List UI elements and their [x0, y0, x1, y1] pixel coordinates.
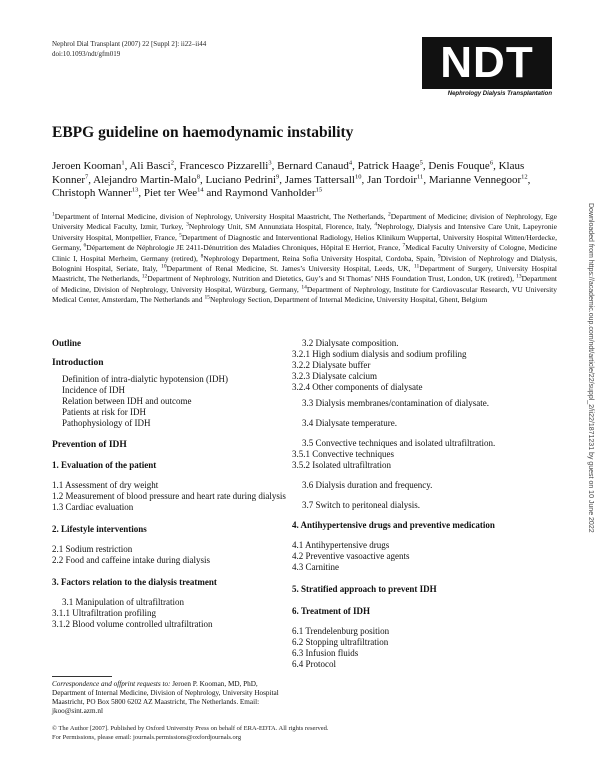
affiliations: $^1$Department of Internal Medicine, division of Nephrology, University Hospital Maastricht, The Netherlands, $^2$Department of Medicine; division of Nephrology, Ege University Medical Faculty, Izmir, Turkey, $^3$Nephrology Unit, SM Annunziata Hospital, Florence, Italy, $^4$Nephrology, Dialysis and Intensive Care Unit, Lapeyronie University Hospital, Montpellier, France, $^5$Department of Diagnostic and Interventional Radiology, Helios Klinikum Wuppertal, University Hospital Witten/Herdecke, Germany, $^6$Département de Néphrologie JE 2411-Dénutrition des Maladies Chroniques, Hôpital E Herriot, France, $^7$Medical Faculty University of Cologne, Medicine Clinic I, Hospital Merheim, Germany (retired), $^8$Nephrology Department, Reina Sofia University Hospital, Cordoba, Spain, $^9$Division of Nephrology and Dialysis, Bolognini Hospital, Seriate, Italy, $^{10}$Department of Renal Medicine, St. James’s University Hospital, Leeds, UK, $^{11}$Department of Surgery, University Hospital Maastricht, The Netherlands, $^{12}$Department of Nephrology, Nutrition and Dietetics, Guy’s and St Thomas’ NHS Foundation Trust, London, UK (retired), $^{13}$Department of Medicine, Division of Nephrology, University Hospital, Würzburg, Germany, $^{14}$Department of Nephrology, Institute for Cardiovascular Research, VU University Medical Center, Amsterdam, The Netherlands and $^{15}$Nephrology Section, Department of Internal Medicine, University Hospital, Ghent, Belgium	[52, 211, 558, 305]
footnote-text: Jeroen P. Kooman, MD, PhD, Department of Internal Medicine, Division of Nephrology, University Hospital Maastricht, PO Box 5800 6202 AZ Maastricht, The Netherlands. Email: jkoo@sint.azm.nl	[52, 680, 279, 715]
journal-citation: Nephrol Dial Transplant (2007) 22 [Suppl 2]: ii22–ii44	[52, 40, 207, 48]
outline-item: 3.2.1 High sodium dialysis and sodium profiling	[292, 349, 467, 359]
outline-item: 1.1 Assessment of dry weight	[52, 480, 159, 490]
correspondence-footnote	[52, 680, 282, 716]
outline-heading: Outline	[52, 338, 82, 348]
outline-column-left	[52, 338, 292, 630]
doi-text: doi:10.1093/ndt/gfm019	[52, 49, 121, 58]
outline-item: 4.3 Carnitine	[292, 562, 339, 572]
outline-item: 3.1 Manipulation of ultrafiltration	[62, 597, 184, 607]
download-watermark	[584, 203, 594, 573]
journal-header	[52, 40, 206, 59]
section-2-heading: 2. Lifestyle interventions	[52, 524, 147, 534]
footnote-label: Correspondence and offprint requests to:	[52, 680, 171, 688]
outline-item: 3.2.4 Other components of dialysate	[292, 382, 423, 392]
outline-item: 3.5.2 Isolated ultrafiltration	[292, 460, 391, 470]
permissions-line: For Permissions, please email: journals.permissions@oxfordjournals.org	[52, 733, 242, 741]
intro-item: Incidence of IDH	[62, 385, 125, 395]
intro-item: Definition of intra-dialytic hypotension (IDH)	[62, 374, 228, 384]
outline-item: 1.3 Cardiac evaluation	[52, 502, 134, 512]
intro-item: Pathophysiology of IDH	[62, 418, 151, 428]
outline-item: 3.2.3 Dialysate calcium	[292, 371, 377, 381]
copyright-line: © The Author [2007]. Published by Oxford University Press on behalf of ERA-EDTA. All rights reserved.	[52, 725, 329, 732]
prevention-heading: Prevention of IDH	[52, 440, 127, 450]
outline-item: 3.3 Dialysis membranes/contamination of dialysate.	[302, 398, 489, 408]
copyright-block	[52, 725, 329, 742]
section-1-heading: 1. Evaluation of the patient	[52, 460, 157, 470]
outline-item: 6.4 Protocol	[292, 659, 336, 669]
outline-item: 3.2.2 Dialysate buffer	[292, 360, 371, 370]
outline-column-right	[292, 338, 562, 670]
outline-item: 3.5.1 Convective techniques	[292, 449, 394, 459]
section-5-heading: 5. Stratified approach to prevent IDH	[292, 584, 437, 594]
section-3-heading: 3. Factors relation to the dialysis treatment	[52, 577, 217, 587]
outline-item: 4.1 Antihypertensive drugs	[292, 540, 390, 550]
outline-item: 3.2 Dialysate composition.	[302, 338, 399, 348]
outline-item: 6.2 Stopping ultrafiltration	[292, 637, 389, 647]
outline-item: 3.4 Dialysate temperature.	[302, 418, 397, 428]
ndt-logo	[422, 37, 552, 101]
download-watermark-text: Downloaded from https://academic.oup.com/ndt/article/22/suppl_2/ii22/1871231 by guest on 10 June 2022	[587, 203, 594, 533]
outline-item: 3.1.1 Ultrafiltration profiling	[52, 608, 156, 618]
outline-item: 3.6 Dialysis duration and frequency.	[302, 480, 433, 490]
outline-item: 2.2 Food and caffeine intake during dialysis	[52, 555, 211, 565]
outline-item: 4.2 Preventive vasoactive agents	[292, 551, 410, 561]
outline-item: 6.3 Infusion fluids	[292, 648, 359, 658]
section-4-heading: 4. Antihypertensive drugs and preventive medication	[292, 520, 495, 530]
section-6-heading: 6. Treatment of IDH	[292, 606, 370, 616]
outline-item: 6.1 Trendelenburg position	[292, 626, 390, 636]
logo-subtitle: Nephrology Dialysis Transplantation	[447, 91, 552, 97]
intro-item: Relation between IDH and outcome	[62, 396, 192, 406]
logo-mark: NDT	[422, 37, 552, 89]
intro-item: Patients at risk for IDH	[62, 407, 146, 417]
outline-item: 1.2 Measurement of blood pressure and heart rate during dialysis	[52, 491, 286, 501]
footnote-rule	[52, 676, 112, 677]
outline-item: 3.7 Switch to peritoneal dialysis.	[302, 500, 420, 510]
article-title: EBPG guideline on haemodynamic instability	[52, 124, 354, 141]
outline-item: 2.1 Sodium restriction	[52, 544, 133, 554]
introduction-heading: Introduction	[52, 358, 104, 368]
outline-item: 3.1.2 Blood volume controlled ultrafiltration	[52, 619, 213, 629]
outline-item: 3.5 Convective techniques and isolated ultrafiltration.	[302, 438, 496, 448]
author-list: Jeroen Kooman$^1$, Ali Basci$^2$, Francesco Pizzarelli$^3$, Bernard Canaud$^4$, Patrick Haage$^5$, Denis Fouque$^6$, Klaus Konner$^7$, Alejandro Martin-Malo$^8$, Luciano Pedrini$^9$, James Tattersall$^{10}$, Jan Tordoir$^{11}$, Marianne Vennegoor$^{12}$, Christoph Wanner$^{13}$, Piet ter Wee$^{14}$ and Raymond Vanholder$^{15}$	[52, 159, 531, 199]
